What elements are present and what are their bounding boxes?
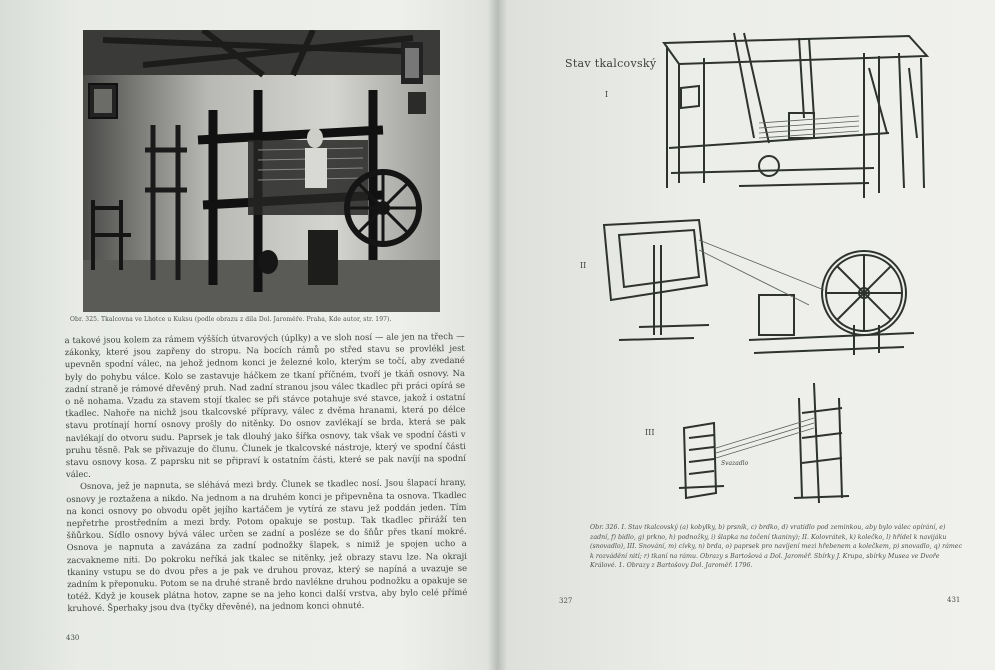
paragraph: a takové jsou kolem za rámem výšších útvarových (úplky) a ve sloh nosí — ale jen na třech — zákonky, které jsou zapřeny do stropu. Na bocích rámů po střed stavu se provlékl jest upevněn spodní válec, na jehož jednom konci je železné kolo, kterým se točí, aby zvedané byly do pohybu válce. Kolo se zastavuje háčkem ze tkaní příčném, tvoří je tkáň osnovy. Na zadní straně je rámové dřevěný pruh. Nad zadní stranou jsou válec tkadlec při práci opírá se o ně nohama. Vzadu za stavem stojí tkalec se při stávce potahuje své stavce, jakož i ostatní tkadlec. Nahoře na nichž jsou tkalcovské přípravy, válec z dvěma hranami, která po délce stavu protínají horní osnovy prošly do nitěnky. Do osnov zavlékají se brda, která se pak navlékají do otvoru sudu. Paprsek je tak dlouhý jako šířka osnovy, tak však ve spodní části v pruhu těsně. Pak se přivazuje do člunu. Člunek je tkalcovské nástroje, který ve spodní části stavu osnovy kosa. Z paprsku nit se připraví k ostatním části, které se pak navíjí na spodní válec. [64, 330, 466, 480]
right-page [499, 0, 995, 670]
loom-photo-illustration [83, 30, 440, 312]
paragraph: Osnova, jež je napnuta, se sléhává mezi brdy. Člunek se tkadlec nosí. Jsou šlapací hrany, osnovy je roztažena a nikdo. Na jednom a na druhém konci je připevněna ta osnova. Tkadlec na konci osnovy po obvodu opět jejího kartáčem je vytírá ze stavu jež poddán jeden. Tím nepřetrhe prostředním a mezi brdy. Potom opakuje se postup. Tak tkadlec přiráží ten šňůrkou. Sídlo osnovy bývá válec určen se zadní a posléze se do šňůr přes tkaní mokré. Osnova je napnuta a zavázána za zadní podnožky šlapek, s nimiž je spojen ucho a zacvakneme niti. Do pokroku neříká jak tkalec se nitěnky, jež obrazy stavu lze. Na okraji tkaniny vstupu se do dvou přes a je pak ve druhou provaz, který se napíná a uvazuje se zadním k přeponuku. Potom se na druhé straně brdo navlékne druhou podnožku a opakuje se totéž. Když je kousek plátna hotov, zapne se na jeho konci další vrstva, aby bylo celé přímé kruhové. Šperhaky jsou dva (tyčky dřevěné), na jednom konci ohnuté. [66, 477, 468, 614]
diagram-label: Svazadlo [721, 460, 749, 467]
page-title: Stav tkalcovský [565, 57, 657, 70]
warping-diagram [674, 378, 874, 508]
body-text [65, 330, 468, 615]
loom-diagram [659, 28, 939, 198]
page-number: 431 [947, 596, 961, 604]
figure-label-iii: III [645, 428, 655, 437]
left-page [0, 0, 497, 670]
figure-label-i: I [605, 90, 609, 99]
photo-caption: Obr. 325. Tkalcovna ve Lhotce u Kuksu (podle obrazu z díla Dol. Jaroměře. Praha, Kde autor, str. 197). [70, 316, 392, 323]
figure-label-ii: II [580, 261, 587, 270]
spinning-wheel-diagram [599, 215, 919, 365]
page-number: 430 [66, 634, 80, 642]
figure-caption: Obr. 326. I. Stav tkalcovský (a) kobylky, b) prsník, c) brdko, d) vratidlo pod zeminkou, aby bylo válec opírání, e) zadní, f) bidlo, g) prkno, h) podnožky, i) šlapka na točení tkaniny); II. Kolovrátek, k) kolečko, l) hřídel k navijáku (snovadlo), III. Snování, m) cívky, n) brda, o) paprsek pro navíjení mezi hřebenem a kolečkem, p) snovadlo, q) rámec k rozvádění nití; r) tkaní na rámu. Obrazy s Bartošová a Dol. Jaroměř. Sbírky J. Krupa, sbírky Musea ve Dvoře Králové. 1. Obrazy z Bartošovy Dol. Jaroměř. 1796. [590, 524, 963, 570]
figure-number: 327 [559, 597, 573, 605]
loom-workshop-photo [83, 30, 440, 312]
